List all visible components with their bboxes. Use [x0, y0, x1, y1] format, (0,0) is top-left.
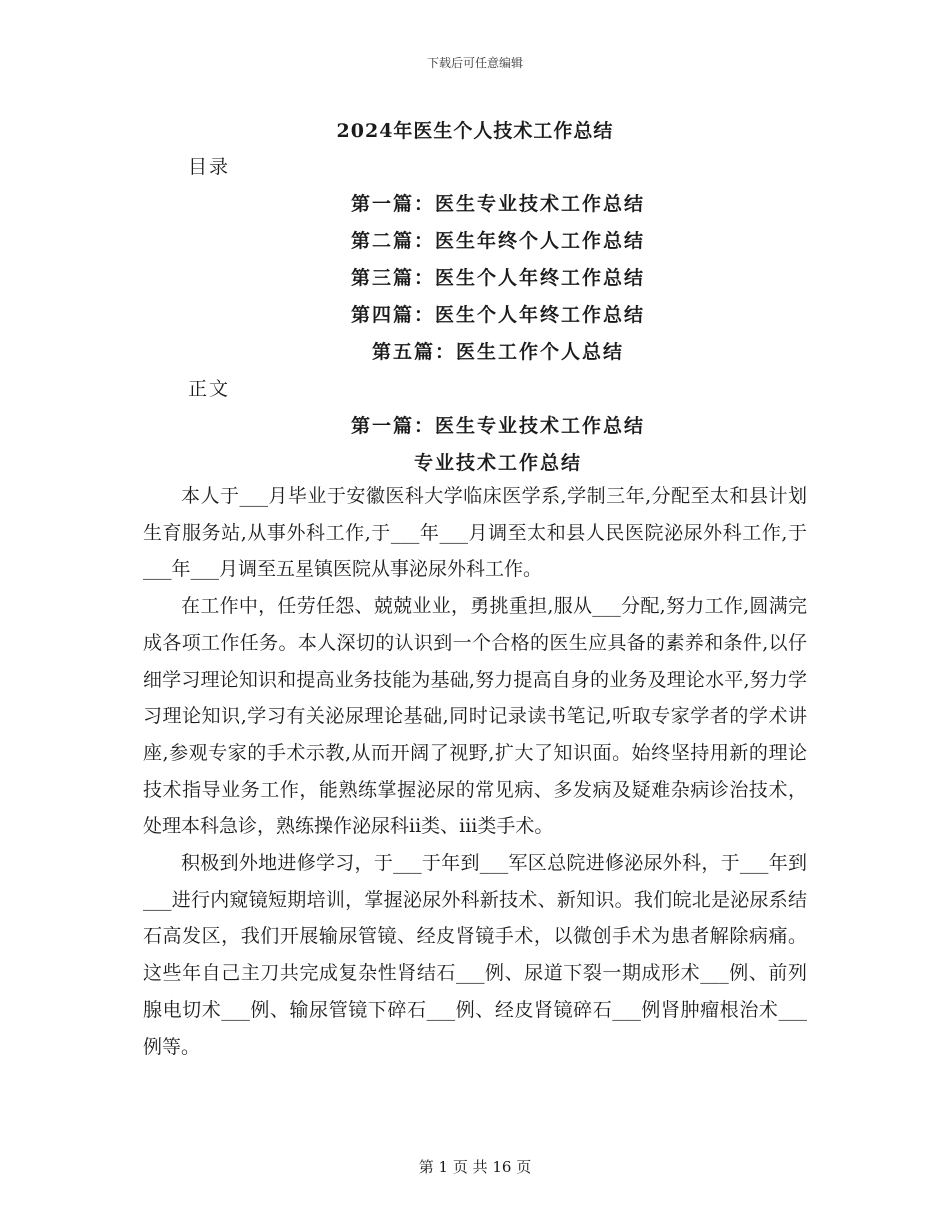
toc-label: 目录	[188, 156, 231, 178]
section-heading: 第一篇：医生专业技术工作总结	[350, 415, 645, 437]
body-label: 正文	[188, 378, 231, 400]
toc-item: 第四篇：医生个人年终工作总结	[350, 304, 645, 326]
toc-item: 第一篇：医生专业技术工作总结	[350, 193, 645, 215]
toc-item: 第五篇：医生工作个人总结	[371, 341, 624, 363]
sub-heading: 专业技术工作总结	[413, 452, 582, 474]
document-title: 2024年医生个人技术工作总结	[336, 120, 614, 142]
paragraph: 本人于___月毕业于安徽医科大学临床医学系,学制三年,分配至太和县计划生育服务站,从事外科工作,于___年___月调至太和县人民医院泌尿外科工作,于___年___月调至五星镇医院从事泌尿外科工作。	[143, 485, 807, 581]
page-number-footer: 第 1 页 共 16 页	[418, 1158, 532, 1176]
paragraph: 在工作中，任劳任怨、兢兢业业，勇挑重担,服从___分配,努力工作,圆满完成各项工作任务。本人深切的认识到一个合格的医生应具备的素养和条件,以仔细学习理论知识和提高业务技能为基础,努力提高自身的业务及理论水平,努力学习理论知识,学习有关泌尿理论基础,同时记录读书笔记,听取专家学者的学术讲座,参观专家的手术示教,从而开阔了视野,扩大了知识面。始终坚持用新的理论技术指导业务工作，能熟练掌握泌尿的常见病、多发病及疑难杂病诊治技术，处理本科急诊，熟练操作泌尿科ii类、iii类手术。	[143, 595, 807, 838]
toc-item: 第二篇：医生年终个人工作总结	[350, 230, 645, 252]
paragraph: 积极到外地进修学习，于___于年到___军区总院进修泌尿外科，于___年到___进行内窥镜短期培训，掌握泌尿外科新技术、新知识。我们皖北是泌尿系结石高发区，我们开展输尿管镜、经皮肾镜手术，以微创手术为患者解除病痛。这些年自己主刀共完成复杂性肾结石___例、尿道下裂一期成形术___例、前列腺电切术___例、输尿管镜下碎石___例、经皮肾镜碎石___例肾肿瘤根治术___例等。	[143, 852, 807, 1058]
toc-item: 第三篇：医生个人年终工作总结	[350, 267, 645, 289]
page-header-note: 下载后可任意编辑	[426, 56, 523, 70]
body-text	[143, 478, 807, 1065]
